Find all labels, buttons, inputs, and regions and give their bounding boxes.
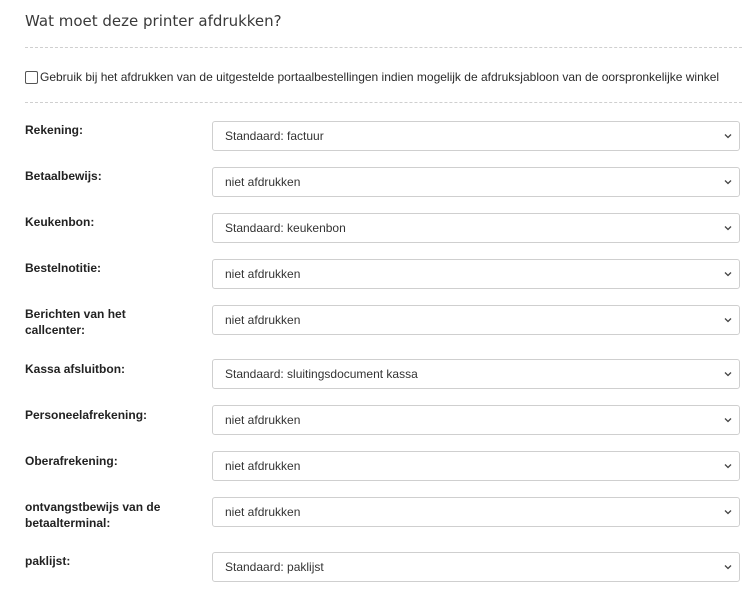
select-value: niet afdrukken xyxy=(225,175,301,189)
chevron-down-icon xyxy=(724,462,732,470)
chevron-down-icon xyxy=(724,178,732,186)
select-value: niet afdrukken xyxy=(225,313,301,327)
select-betaalterminal-ontvangstbewijs[interactable] xyxy=(212,497,740,527)
select-value: niet afdrukken xyxy=(225,413,301,427)
label-oberafrekening: Oberafrekening: xyxy=(25,454,118,468)
select-value: Standaard: factuur xyxy=(225,129,324,143)
chevron-down-icon xyxy=(724,563,732,571)
select-value: niet afdrukken xyxy=(225,459,301,473)
label-kassa-afsluitbon: Kassa afsluitbon: xyxy=(25,362,126,376)
label-betaalterminal-ontvangstbewijs: ontvangstbewijs van de betaalterminal: xyxy=(25,500,161,530)
select-value: Standaard: paklijst xyxy=(225,560,324,574)
label-personeelafrekening: Personeelafrekening: xyxy=(25,408,148,422)
chevron-down-icon xyxy=(724,316,732,324)
select-personeelafrekening[interactable] xyxy=(212,405,740,435)
select-value: Standaard: sluitingsdocument kassa xyxy=(225,367,418,381)
divider xyxy=(25,47,742,48)
select-kassa-afsluitbon[interactable] xyxy=(212,359,740,389)
select-keukenbon[interactable] xyxy=(212,213,740,243)
select-value: niet afdrukken xyxy=(225,267,301,281)
select-value: Standaard: keukenbon xyxy=(225,221,346,235)
select-paklijst[interactable] xyxy=(212,552,740,582)
chevron-down-icon xyxy=(724,416,732,424)
divider xyxy=(25,102,742,103)
select-value: niet afdrukken xyxy=(225,505,301,519)
select-oberafrekening[interactable] xyxy=(212,451,740,481)
chevron-down-icon xyxy=(724,370,732,378)
select-bestelnotitie[interactable] xyxy=(212,259,740,289)
label-bestelnotitie: Bestelnotitie: xyxy=(25,261,102,275)
original-store-template-checkbox[interactable] xyxy=(25,71,38,84)
label-rekening: Rekening: xyxy=(25,123,84,137)
label-paklijst: paklijst: xyxy=(25,554,71,568)
chevron-down-icon xyxy=(724,224,732,232)
original-store-template-option[interactable] xyxy=(25,70,719,84)
label-callcenter-berichten: Berichten van het callcenter: xyxy=(25,307,126,337)
chevron-down-icon xyxy=(724,270,732,278)
chevron-down-icon xyxy=(724,132,732,140)
section-title: Wat moet deze printer afdrukken? xyxy=(25,12,282,30)
original-store-template-label: Gebruik bij het afdrukken van de uitgestelde portaalbestellingen indien mogelijk de afdruksjabloon van de oorspronkelijke winkel xyxy=(40,70,720,84)
label-betaalbewijs: Betaalbewijs: xyxy=(25,169,102,183)
select-betaalbewijs[interactable] xyxy=(212,167,740,197)
label-keukenbon: Keukenbon: xyxy=(25,215,95,229)
select-rekening[interactable] xyxy=(212,121,740,151)
select-callcenter-berichten[interactable] xyxy=(212,305,740,335)
chevron-down-icon xyxy=(724,508,732,516)
